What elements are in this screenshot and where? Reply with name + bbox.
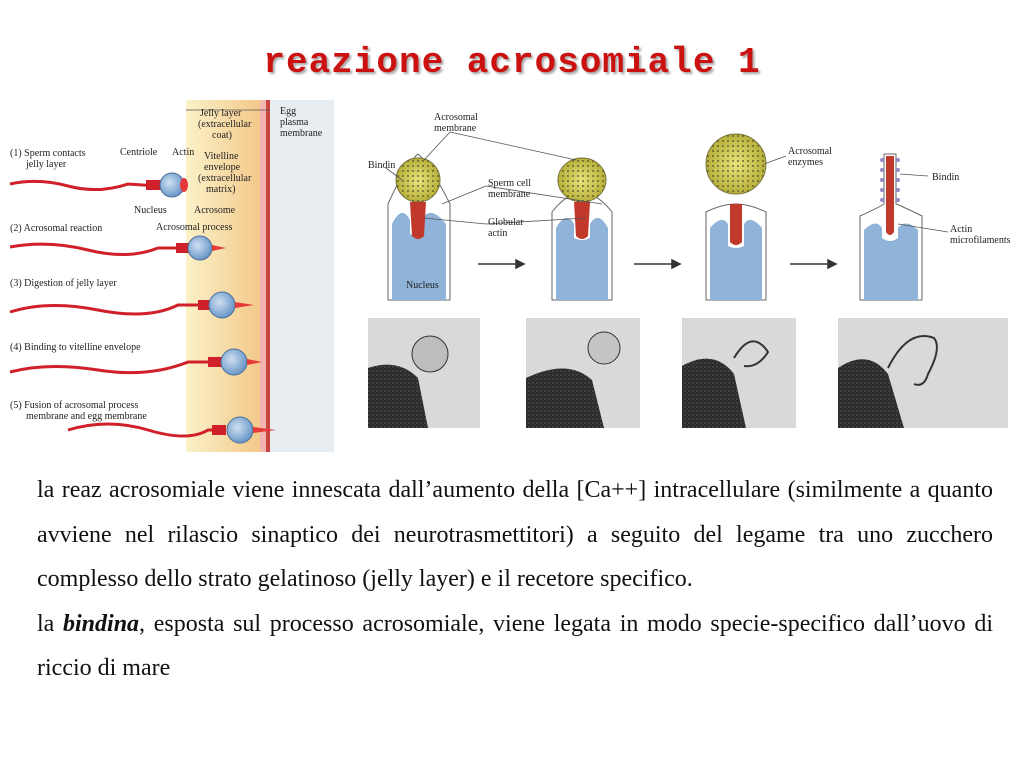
label-globular-actin: Globular bbox=[488, 217, 524, 228]
svg-text:jelly layer: jelly layer bbox=[26, 159, 67, 170]
step-5-label: (5) Fusion of acrosomal process bbox=[10, 400, 139, 411]
svg-text:membrane: membrane bbox=[488, 189, 531, 200]
label-acrosomal-membrane: Acrosomal bbox=[434, 112, 478, 123]
svg-text:plasma: plasma bbox=[280, 117, 309, 128]
label-actin: Actin bbox=[172, 147, 195, 158]
svg-text:matrix): matrix) bbox=[206, 184, 236, 195]
paragraph-bindin: la bindina, esposta sul processo acrosomiale, viene legata in modo specie-specifico dall’uovo di riccio di mare bbox=[37, 610, 993, 681]
svg-text:microfilaments: microfilaments bbox=[950, 235, 1011, 246]
label-acrosomal-enzymes: Acrosomal bbox=[788, 146, 832, 157]
micrograph-3 bbox=[682, 318, 796, 428]
step-1-label: (1) Sperm contacts bbox=[10, 148, 86, 159]
label-nucleus-right: Nucleus bbox=[406, 280, 439, 291]
label-vitelline: Vitelline bbox=[204, 151, 239, 162]
label-actin-microfilaments: Actin bbox=[950, 224, 973, 235]
label-bindin-right: Bindin bbox=[932, 172, 960, 183]
acrosomal-reaction-stages-diagram bbox=[366, 104, 1020, 304]
label-centriole: Centriole bbox=[120, 147, 158, 158]
svg-text:coat): coat) bbox=[212, 130, 232, 141]
micrograph-2 bbox=[526, 318, 640, 428]
label-nucleus: Nucleus bbox=[134, 205, 167, 216]
bindina-term: bindina bbox=[63, 610, 140, 637]
label-egg: Egg bbox=[280, 106, 297, 117]
svg-text:membrane: membrane bbox=[280, 128, 323, 139]
micrograph-4 bbox=[838, 318, 1008, 428]
label-bindin-left: Bindin bbox=[368, 160, 396, 171]
svg-text:membrane and egg membrane: membrane and egg membrane bbox=[26, 411, 147, 422]
svg-text:(extracellular: (extracellular bbox=[198, 173, 252, 184]
label-acrosome: Acrosome bbox=[194, 205, 236, 216]
page-title: reazione acrosomiale 1 bbox=[263, 42, 761, 83]
electron-micrographs bbox=[368, 318, 1008, 428]
paragraph-calcium: la reaz acrosomiale viene innescata dall’aumento della [Ca++] intracellulare (similmente a quanto avviene nel rilascio sinaptico dei neurotrasmettitori) a seguito del legame tra uno zucchero complesso dello strato gelatinoso (jelly layer) e il recetore specifico. bbox=[37, 477, 993, 592]
label-jelly-layer: Jelly layer bbox=[200, 108, 242, 119]
label-sperm-cell-membrane: Sperm cell bbox=[488, 178, 532, 189]
svg-text:membrane: membrane bbox=[434, 123, 477, 134]
step-2-label: (2) Acrosomal reaction bbox=[10, 223, 103, 234]
stage-2-sperm-head bbox=[552, 158, 612, 300]
label-acrosomal-process: Acrosomal process bbox=[156, 222, 233, 233]
sperm-egg-fertilization-diagram bbox=[8, 100, 334, 452]
svg-text:(extracellular: (extracellular bbox=[198, 119, 252, 130]
svg-text:envelope: envelope bbox=[204, 162, 241, 173]
description-text bbox=[37, 468, 993, 691]
stage-3-sperm-head bbox=[706, 134, 766, 300]
svg-text:actin: actin bbox=[488, 228, 508, 239]
micrograph-1 bbox=[368, 318, 480, 428]
step-3-label: (3) Digestion of jelly layer bbox=[10, 278, 117, 289]
svg-text:enzymes: enzymes bbox=[788, 157, 823, 168]
step-4-label: (4) Binding to vitelline envelope bbox=[10, 342, 141, 353]
